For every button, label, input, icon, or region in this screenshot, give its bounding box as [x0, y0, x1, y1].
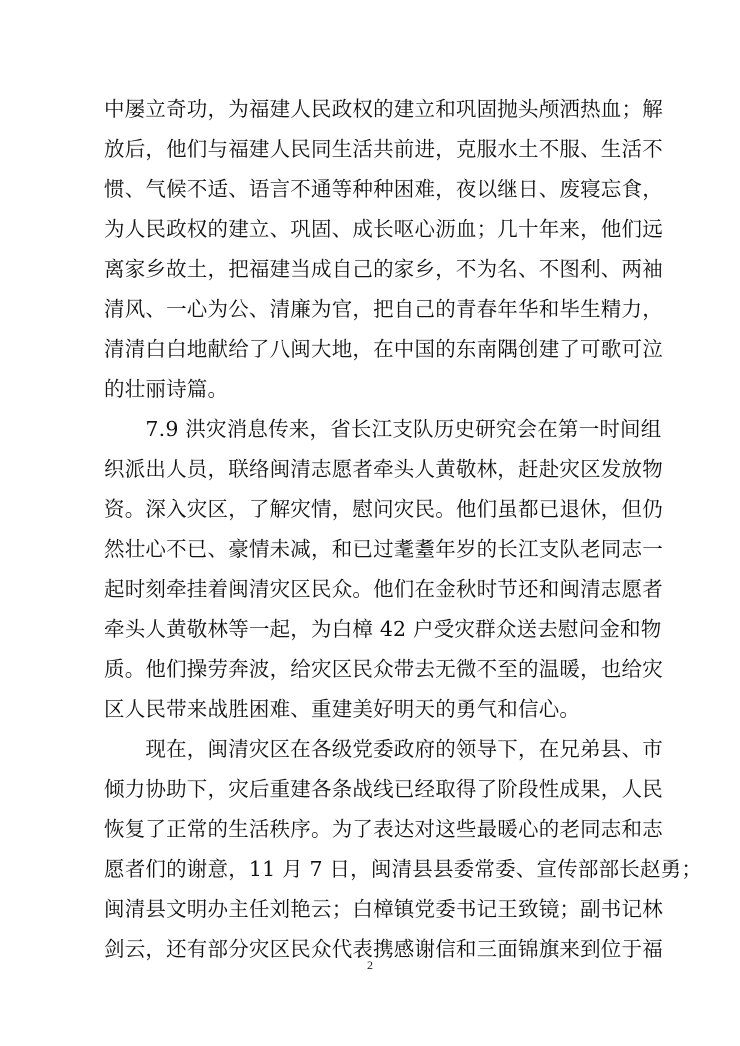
- text-line: 区人民带来战胜困难、重建美好明天的勇气和信心。: [104, 697, 581, 721]
- text-line: 愿者们的谢意，11 月 7 日，闽清县县委常委、宣传部部长赵勇；: [104, 857, 703, 881]
- text-line: 7.9 洪灾消息传来，省长江支队历史研究会在第一时间组: [104, 417, 662, 441]
- text-line: 牵头人黄敬林等一起，为白樟 42 户受灾群众送去慰问金和物: [104, 617, 662, 641]
- text-line: 现在，闽清灾区在各级党委政府的领导下，在兄弟县、市: [104, 737, 663, 761]
- text-line: 然壮心不已、豪情未减，和已过耄耋年岁的长江支队老同志一: [104, 537, 663, 561]
- text-line: 倾力协助下，灾后重建各条战线已经取得了阶段性成果，人民: [104, 777, 663, 801]
- page-number: 2: [367, 958, 373, 972]
- text-line: 闽清县文明办主任刘艳云；白樟镇党委书记王致镜；副书记林: [104, 897, 663, 921]
- text-line: 放后，他们与福建人民同生活共前进，克服水土不服、生活不: [104, 137, 663, 161]
- text-line: 中屡立奇功，为福建人民政权的建立和巩固抛头颅洒热血；解: [104, 97, 663, 121]
- text-line: 清清白白地献给了八闽大地，在中国的东南隅创建了可歌可泣: [104, 337, 663, 361]
- text-line: 离家乡故土，把福建当成自己的家乡，不为名、不图利、两袖: [104, 257, 663, 281]
- text-line: 为人民政权的建立、巩固、成长呕心沥血；几十年来，他们远: [104, 217, 663, 241]
- text-line: 剑云，还有部分灾区民众代表携感谢信和三面锦旗来到位于福: [104, 937, 663, 961]
- text-line: 恢复了正常的生活秩序。为了表达对这些最暖心的老同志和志: [104, 817, 663, 841]
- text-line: 惯、气候不适、语言不通等种种困难，夜以继日、废寝忘食，: [104, 177, 663, 201]
- text-line: 清风、一心为公、清廉为官，把自己的青春年华和毕生精力，: [104, 297, 663, 321]
- text-line: 起时刻牵挂着闽清灾区民众。他们在金秋时节还和闽清志愿者: [104, 577, 663, 601]
- text-line: 质。他们操劳奔波，给灾区民众带去无微不至的温暖，也给灾: [104, 657, 663, 681]
- text-line: 织派出人员，联络闽清志愿者牵头人黄敬林，赶赴灾区发放物: [104, 457, 663, 481]
- text-line: 的壮丽诗篇。: [104, 377, 229, 401]
- text-line: 资。深入灾区，了解灾情，慰问灾民。他们虽都已退休，但仍: [104, 497, 663, 521]
